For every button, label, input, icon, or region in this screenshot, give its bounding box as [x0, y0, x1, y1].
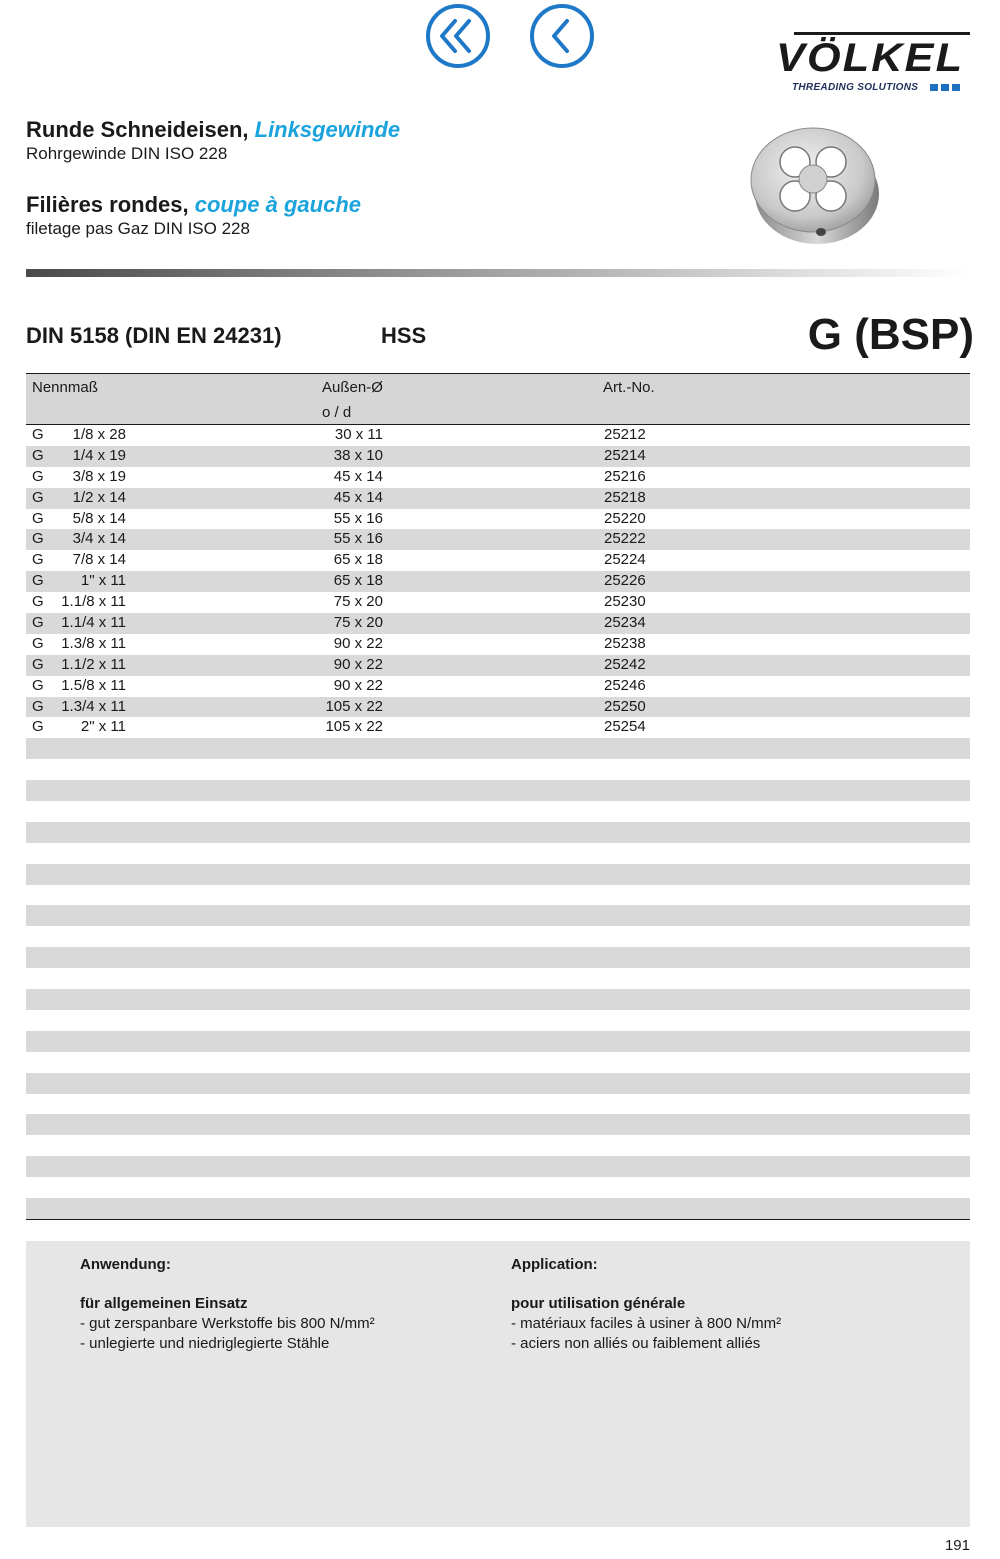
article-number: 25226 [604, 572, 646, 590]
table-row [26, 947, 970, 968]
outer-diameter: 30 x 11 [334, 426, 383, 443]
standard-label: DIN 5158 (DIN EN 24231) [26, 323, 282, 348]
thread-prefix: G [32, 718, 44, 736]
application-de [80, 1255, 375, 1354]
table-row [26, 509, 970, 530]
application-fr-lead: pour utilisation générale [511, 1295, 686, 1312]
logo-bar [794, 32, 970, 35]
header-nominal: Nennmaß [32, 379, 98, 396]
table-row [26, 571, 970, 592]
outer-diameter: 105 x 22 [325, 697, 383, 715]
first-page-button[interactable] [425, 3, 491, 69]
table-row [26, 1073, 970, 1094]
outer-diameter: 105 x 22 [325, 718, 383, 736]
table-row [26, 1114, 970, 1135]
logo-tagline: THREADING SOLUTIONS [792, 82, 919, 93]
thread-prefix: G [32, 467, 44, 485]
table-row [26, 1052, 970, 1073]
outer-diameter: 90 x 22 [333, 655, 383, 673]
application-fr-line1: - matériaux faciles à usiner à 800 N/mm² [511, 1315, 782, 1332]
chevron-left-icon [529, 3, 595, 69]
table-row [26, 488, 970, 509]
thread-type-label: G (BSP) [807, 310, 974, 359]
nominal-size: 1" x 11 [80, 572, 126, 590]
outer-diameter: 55 x 16 [333, 530, 383, 548]
table-row [26, 1094, 970, 1115]
product-table [26, 373, 970, 1220]
article-number: 25254 [604, 718, 646, 736]
thread-prefix: G [32, 551, 44, 569]
logo-squares [930, 84, 960, 91]
table-row [26, 926, 970, 947]
table-header [26, 373, 970, 425]
article-number: 25212 [604, 426, 646, 443]
table-bottom-rule [26, 1219, 970, 1220]
nominal-size: 1/2 x 14 [72, 488, 126, 506]
nominal-size: 1.3/8 x 11 [61, 634, 126, 652]
title-de-accent: Linksgewinde [254, 117, 401, 142]
table-row [26, 425, 970, 446]
table-row [26, 780, 970, 801]
article-number: 25216 [604, 467, 646, 485]
article-number: 25250 [604, 697, 646, 715]
nominal-size: 1/4 x 19 [72, 446, 126, 464]
outer-diameter: 38 x 10 [333, 446, 383, 464]
table-row [26, 592, 970, 613]
application-de-line1: - gut zerspanbare Werkstoffe bis 800 N/mm² [80, 1315, 375, 1332]
table-row [26, 1135, 970, 1156]
application-box [26, 1241, 970, 1527]
table-row [26, 885, 970, 906]
subtitle-fr: filetage pas Gaz DIN ISO 228 [26, 219, 250, 238]
page-number: 191 [944, 1537, 970, 1554]
thread-prefix: G [32, 446, 44, 464]
brand-logo [776, 32, 970, 94]
round-die-image [745, 122, 883, 248]
table-row [26, 634, 970, 655]
article-number: 25214 [604, 446, 646, 464]
title-fr [26, 192, 361, 218]
table-row [26, 697, 970, 718]
application-fr [511, 1255, 781, 1354]
table-row [26, 467, 970, 488]
table-row [26, 968, 970, 989]
thread-prefix: G [32, 572, 44, 590]
outer-diameter: 90 x 22 [333, 634, 383, 652]
table-row [26, 905, 970, 926]
thread-prefix: G [32, 530, 44, 548]
application-fr-heading: Application: [511, 1256, 598, 1273]
material-label: HSS [381, 323, 427, 348]
application-de-line2: - unlegierte und niedriglegierte Stähle [80, 1335, 330, 1352]
article-number: 25218 [604, 488, 646, 506]
table-row [26, 550, 970, 571]
outer-diameter: 75 x 20 [333, 614, 383, 632]
subtitle-de: Rohrgewinde DIN ISO 228 [26, 144, 228, 163]
nominal-size: 1/8 x 28 [72, 426, 126, 443]
nominal-size: 7/8 x 14 [72, 551, 126, 569]
outer-diameter: 75 x 20 [333, 593, 383, 611]
thread-prefix: G [32, 509, 44, 527]
table-row [26, 717, 970, 738]
table-row [26, 822, 970, 843]
article-number: 25224 [604, 551, 646, 569]
table-row [26, 843, 970, 864]
table-row [26, 655, 970, 676]
table-row [26, 1010, 970, 1031]
table-body [26, 425, 970, 1219]
table-row [26, 1031, 970, 1052]
outer-diameter: 65 x 18 [333, 572, 383, 590]
article-number: 25230 [604, 593, 646, 611]
application-de-heading: Anwendung: [80, 1256, 171, 1273]
thread-prefix: G [32, 614, 44, 632]
nominal-size: 3/4 x 14 [72, 530, 126, 548]
thread-prefix: G [32, 655, 44, 673]
nominal-size: 1.5/8 x 11 [61, 676, 126, 694]
outer-diameter: 45 x 14 [333, 488, 383, 506]
nominal-size: 3/8 x 19 [72, 467, 126, 485]
thread-prefix: G [32, 634, 44, 652]
table-row [26, 759, 970, 780]
table-row [26, 801, 970, 822]
nominal-size: 2" x 11 [80, 718, 126, 736]
double-chevron-left-icon [425, 3, 491, 69]
article-number: 25234 [604, 614, 646, 632]
outer-diameter: 90 x 22 [333, 676, 383, 694]
header-outer-diameter-sub: o / d [322, 404, 352, 421]
application-fr-line2: - aciers non alliés ou faiblement alliés [511, 1335, 761, 1352]
table-row [26, 1198, 970, 1219]
nominal-size: 1.1/2 x 11 [61, 655, 126, 673]
thread-prefix: G [32, 488, 44, 506]
thread-prefix: G [32, 676, 44, 694]
table-row [26, 1177, 970, 1198]
table-row [26, 676, 970, 697]
title-fr-accent: coupe à gauche [194, 192, 362, 217]
title-de [26, 117, 400, 143]
outer-diameter: 55 x 16 [333, 509, 383, 527]
nominal-size: 1.1/4 x 11 [61, 614, 126, 632]
section-divider [26, 269, 970, 277]
table-row [26, 446, 970, 467]
article-number: 25220 [604, 509, 646, 527]
table-row [26, 989, 970, 1010]
thread-prefix: G [32, 426, 44, 443]
table-row [26, 738, 970, 759]
title-fr-main: Filières rondes, [26, 192, 189, 217]
article-number: 25246 [604, 676, 646, 694]
header-outer-diameter: Außen-Ø [322, 379, 383, 396]
header-article: Art.-No. [603, 379, 655, 396]
article-number: 25222 [604, 530, 646, 548]
thread-prefix: G [32, 697, 44, 715]
application-de-lead: für allgemeinen Einsatz [80, 1295, 248, 1312]
table-row [26, 529, 970, 550]
title-de-main: Runde Schneideisen, [26, 117, 249, 142]
thread-prefix: G [32, 593, 44, 611]
nominal-size: 1.3/4 x 11 [61, 697, 126, 715]
table-row [26, 613, 970, 634]
logo-wordmark: VÖLKEL [776, 36, 965, 80]
outer-diameter: 45 x 14 [333, 467, 383, 485]
article-number: 25242 [604, 655, 646, 673]
table-row [26, 1156, 970, 1177]
nominal-size: 1.1/8 x 11 [61, 593, 126, 611]
article-number: 25238 [604, 634, 646, 652]
outer-diameter: 65 x 18 [333, 551, 383, 569]
nominal-size: 5/8 x 14 [72, 509, 126, 527]
previous-page-button[interactable] [529, 3, 595, 69]
table-row [26, 864, 970, 885]
